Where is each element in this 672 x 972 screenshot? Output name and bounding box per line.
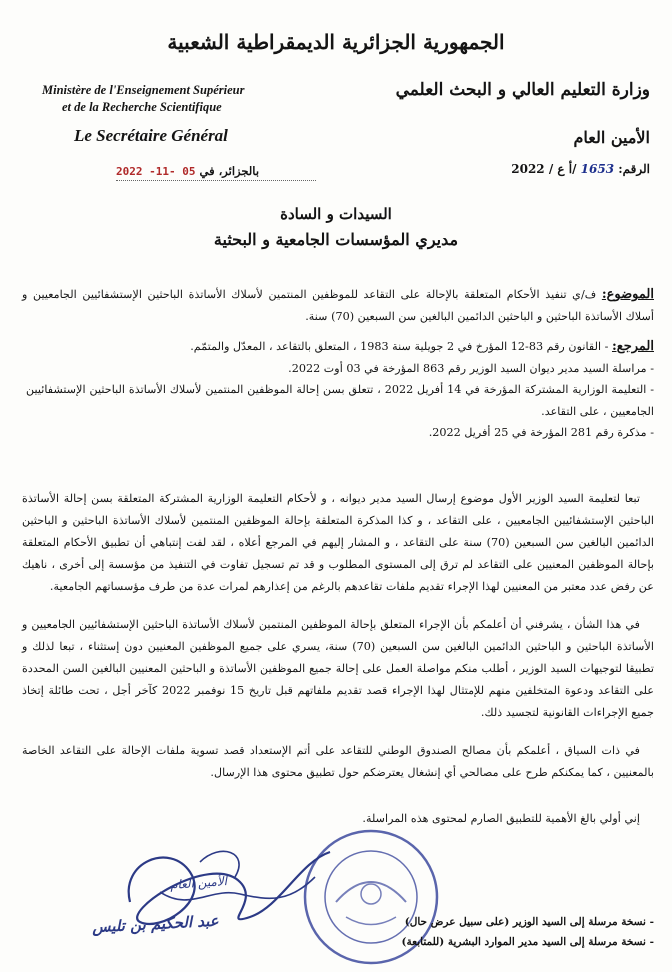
secretary-general-ar: الأمين العام [573, 128, 650, 147]
republic-header: الجمهورية الجزائرية الديمقراطية الشعبية [167, 30, 505, 54]
body-paragraph-4: إني أولي بالغ الأهمية للتطبيق الصارم لمحتوى هذه المراسلة. [362, 812, 640, 825]
date-dotted-line [116, 180, 316, 181]
recipient-line2: مديري المؤسسات الجامعية و البحثية [213, 230, 459, 249]
subject-label: الموضوع: [601, 287, 654, 302]
ref-suffix: /أ ع / 2022 [511, 162, 577, 176]
body-paragraph-1: تبعا لتعليمة السيد الوزير الأول موضوع إرسال السيد مدير ديوانه ، و لأحكام التعليمة الوزارية المشتركة المتعلقة بسن إحالة الأساتذة الباحثين الإستشفائيين الجامعيين ، على التقاعد ، و كذا المذكرة المتعلقة بإحالة الموظفين المنتمين لأسلاك الأساتذة الباحثين و الباحثين الدائمين البالغين سن السبعين (70) سنة على التقاعد ، و المشار إليهم في المرجع أعلاه ، لقد لفت إنتباهي أن تطبيق الأحكام المتعلقة بإحالة الموظفين المعنيين على التقاعد لم ترق إلى المستوى المطلوب و قد تم تسجيل تفاوت في التنفيذ من مؤسسة إلى أخرى ، ناهيك عن رفض عدد معتبر من المعنيين لهذا الإجراء تقديم ملفات تقاعدهم بالرغم من إعذارهم لمرات عدة من طرف مؤسساتهم الجامعية. [22, 492, 654, 593]
references-label: المرجع: [611, 339, 654, 354]
reference-item: - التعليمة الوزارية المشتركة المؤرخة في 14 أفريل 2022 ، تتعلق بسن إحالة الموظفين المنتمين لأسلاك الأساتذة الباحثين الإستشفائيين الجامعيين ، على التقاعد. [26, 383, 654, 418]
handwritten-signature-icon [100, 832, 360, 952]
ministry-fr-line1: Ministère de l'Enseignement Supérieur [42, 83, 245, 97]
place-label: بالجزائر، في [199, 164, 260, 178]
ministry-fr [42, 82, 302, 116]
copy-line: - نسخة مرسلة إلى السيد مدير الموارد البشرية (للمتابعة) [401, 936, 654, 948]
place-date [116, 164, 259, 178]
ministry-fr-line2: et de la Recherche Scientifique [62, 100, 222, 114]
references [26, 336, 654, 444]
body-paragraph-3: في ذات السياق ، أعلمكم بأن مصالح الصندوق الوطني للتقاعد على أتم الإستعداد قصد تسوية ملفات الإحالة على التقاعد الخاصة بالمعنيين ، كما يمكنكم طرح على مصالحي أي إنشغال يعترضكم حول تطبيق محتوى هذا الإرسال. [22, 744, 654, 779]
recipient-line1: السيدات و السادة [280, 205, 392, 223]
signature-title: الأمين العام [169, 874, 228, 892]
ministry-ar: وزارة التعليم العالي و البحث العلمي [395, 80, 650, 100]
subject [22, 284, 654, 328]
reference-number [511, 162, 650, 176]
subject-text: ف/ي تنفيذ الأحكام المتعلقة بالإحالة على التقاعد للموظفين المنتمين لأسلاك الأساتذة الباحثين الإستشفائيين الجامعيين و أسلاك الأساتذة الباحثين و الباحثين الدائمين البالغين سن السبعين (70) سنة. [22, 288, 654, 323]
signature-name: عبد الحكيم بن تليس [91, 911, 220, 937]
reference-item: المرجع: - القانون رقم 83-12 المؤرخ في 2 جويلية سنة 1983 ، المتعلق بالتقاعد ، المعدّل والمتمّم. [190, 339, 654, 354]
secretary-general-fr: Le Secrétaire Général [74, 126, 228, 145]
ref-number: 1653 [580, 162, 615, 176]
copy-line: - نسخة مرسلة إلى السيد الوزير (على سبيل عرض حال) [404, 916, 654, 928]
copies-list [402, 912, 654, 952]
date-stamp: 2022 -11- 05 [116, 165, 196, 178]
ref-prefix: الرقم: [618, 162, 650, 176]
body-paragraph-2: في هذا الشأن ، يشرفني أن أعلمكم بأن الإجراء المتعلق بإحالة الموظفين المنتمين لأسلاك الأساتذة الباحثين الإستشفائيين الجامعيين و الأساتذة الباحثين و الباحثين الدائمين البالغين سن السبعين (70) سنة، يسري على جميع الموظفين المعنيين دون إستثناء ، تبعا لذلك و تطبيقا لتوجيهات السيد الوزير ، أطلب منكم مواصلة العمل على إحالة جميع الموظفين الأساتذة و الباحثين المعنيين البالغين السن المحددة على التقاعد ودعوة المتخلفين منهم للإمتثال لهذا الإجراء قصد تقديم ملفاتهم قبل تاريخ 15 نوفمبر 2022 كآخر أجل ، تحت طائلة إتخاذ جميع الإجراءات القانونية لتجسيد ذلك. [22, 618, 654, 719]
reference-item: - مراسلة السيد مدير ديوان السيد الوزير رقم 863 المؤرخة في 03 أوت 2022. [288, 361, 654, 375]
reference-item: - مذكرة رقم 281 المؤرخة في 25 أفريل 2022. [428, 426, 654, 439]
